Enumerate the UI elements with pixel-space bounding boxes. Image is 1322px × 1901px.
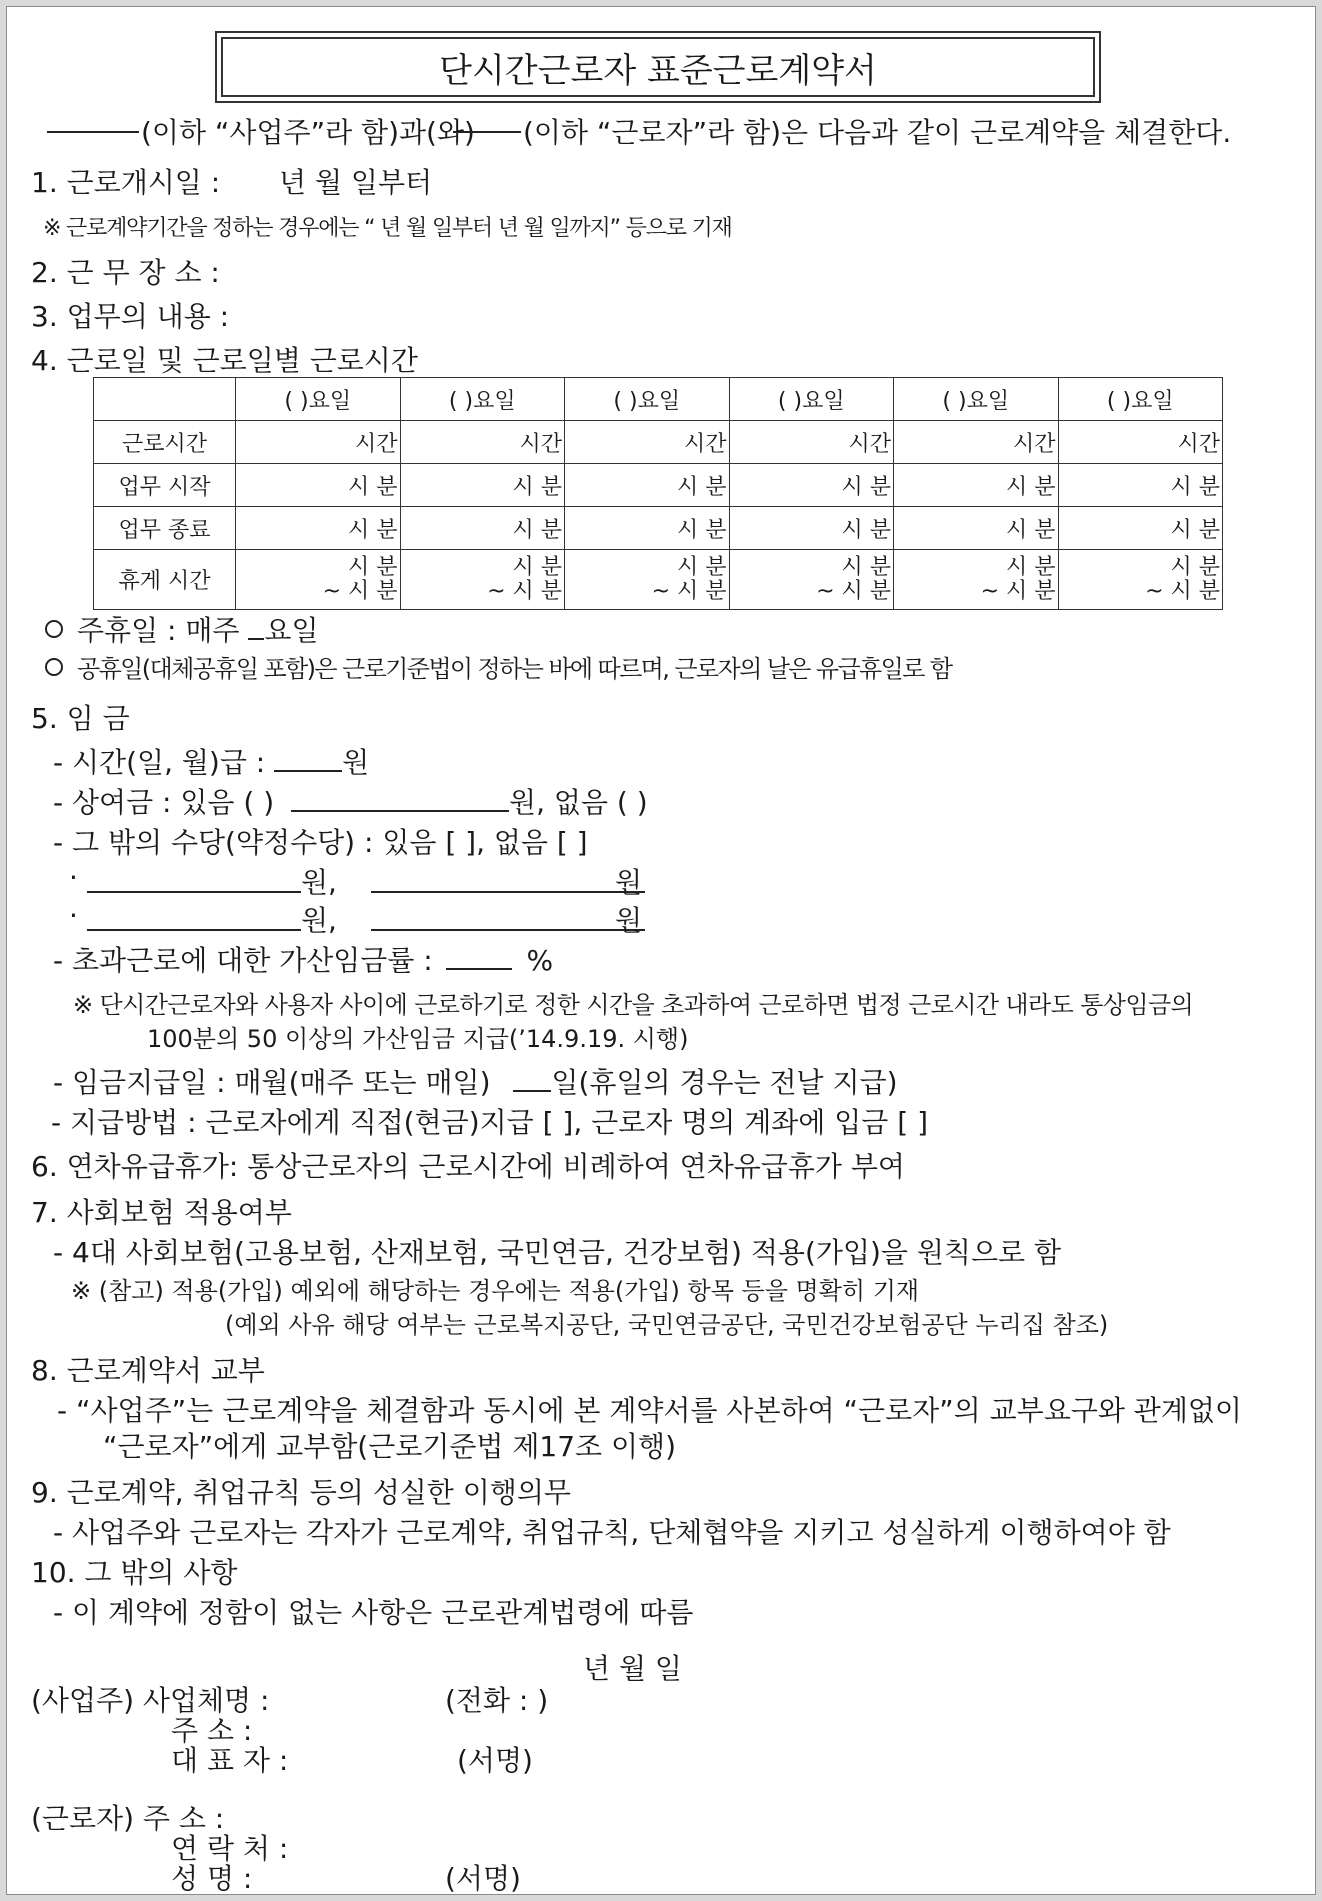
worker-name-blank: [453, 131, 521, 133]
employer-name-blank: [47, 131, 139, 133]
row-label-work-hours: 근로시간: [94, 421, 236, 464]
intro-part2: (이하 “근로자”라 함)은 다음과 같이 근로계약을 체결한다.: [523, 116, 1232, 149]
break-end: ~ 시 분: [816, 578, 891, 604]
table-header-row: [94, 378, 1223, 421]
s8-line-2: “근로자”에게 교부함(근로기준법 제17조 이행): [103, 1430, 677, 1463]
allowance-won: 원: [615, 904, 643, 937]
overtime-line: [53, 939, 553, 979]
table-cell: [729, 550, 894, 610]
s7-heading: 7. 사회보험 적용여부: [31, 1196, 292, 1229]
weekly-holiday-post: 요일: [264, 614, 319, 647]
overtime-rate-blank: [446, 946, 512, 970]
allowance-name-blank: [371, 929, 645, 931]
table-cell: 시간: [729, 421, 894, 464]
bonus-mid: 원, 없음 ( ): [509, 786, 648, 819]
table-cell: 시 분: [894, 464, 1059, 507]
employer-signature: (서명): [457, 1744, 533, 1777]
circle-bullet-icon: [45, 658, 63, 676]
employer-address: 주 소 :: [171, 1714, 253, 1747]
payday-line: [53, 1061, 898, 1101]
overtime-note-1: ※ 단시간근로자와 사용자 사이에 근로하기로 정한 시간을 초과하여 근로하면 법정 근로시간 내라도 통상임금의: [73, 991, 1194, 1019]
weekly-holiday-line: [45, 609, 319, 649]
worker-contact: 연 락 처 :: [171, 1832, 289, 1865]
allowance-bullet: ·: [69, 899, 78, 932]
table-cell: [894, 550, 1059, 610]
circle-bullet-icon: [45, 620, 63, 638]
s4-heading: 4. 근로일 및 근로일별 근로시간: [31, 344, 418, 377]
payday-blank: [513, 1068, 551, 1092]
break-start: 시 분: [841, 554, 891, 580]
allowance-name-blank: [371, 891, 645, 893]
bonus-pre: - 상여금 : 있음 ( ): [53, 786, 275, 819]
s10-line-1: - 이 계약에 정함이 없는 사항은 근로관계법령에 따름: [53, 1596, 694, 1629]
break-start: 시 분: [1170, 554, 1220, 580]
allowance-bullet: ·: [69, 861, 78, 894]
s1-heading: 1. 근로개시일 :: [31, 166, 221, 199]
table-corner-cell: [94, 378, 236, 421]
weekday-blank: [248, 616, 264, 640]
row-label-start: 업무 시작: [94, 464, 236, 507]
table-cell: 시간: [1058, 421, 1223, 464]
break-end: ~ 시 분: [322, 578, 398, 604]
break-end: ~ 시 분: [980, 578, 1056, 604]
row-label-end: 업무 종료: [94, 507, 236, 550]
hourly-wage-blank: [274, 748, 342, 772]
table-cell: [400, 550, 565, 610]
table-cell: 시 분: [894, 507, 1059, 550]
table-cell: 시 분: [400, 507, 565, 550]
worker-label: (근로자) 주 소 :: [31, 1802, 225, 1835]
s1-note: ※ 근로계약기간을 정하는 경우에는 “ 년 월 일부터 년 월 일까지” 등으로 기재: [43, 216, 732, 241]
break-start: 시 분: [348, 554, 398, 580]
allowance-name-blank: [87, 929, 301, 931]
weekly-holiday-pre: 주휴일 : 매주: [77, 614, 240, 647]
employer-label: (사업주) 사업체명 :: [31, 1684, 270, 1717]
table-cell: 시 분: [565, 507, 730, 550]
break-end: ~ 시 분: [651, 578, 727, 604]
table-cell: 시 분: [729, 507, 894, 550]
overtime-note-2: 100분의 50 이상의 가산임금 지급(’14.9.19. 시행): [147, 1025, 689, 1053]
bonus-line: [53, 781, 648, 821]
table-row: [94, 464, 1223, 507]
break-start: 시 분: [677, 554, 727, 580]
table-cell: 시 분: [565, 464, 730, 507]
day-header-cell: ( )요일: [565, 378, 730, 421]
table-cell: 시 분: [729, 464, 894, 507]
contract-page: [6, 6, 1316, 1895]
row-label-break: 휴게 시간: [94, 550, 236, 610]
s7-line-1: - 4대 사회보험(고용보험, 산재보험, 국민연금, 건강보험) 적용(가입)을 원칙으로 함: [53, 1236, 1062, 1269]
allowance-won: 원,: [301, 904, 337, 937]
table-cell: 시간: [565, 421, 730, 464]
payment-method-line: - 지급방법 : 근로자에게 직접(현금)지급 [ ], 근로자 명의 계좌에 입금 [ ]: [51, 1106, 928, 1139]
intro-part1: (이하 “사업주”라 함)과(와): [141, 116, 475, 149]
s6-heading: 6. 연차유급휴가: 통상근로자의 근로시간에 비례하여 연차유급휴가 부여: [31, 1150, 905, 1183]
table-cell: 시간: [894, 421, 1059, 464]
table-cell: 시 분: [1058, 507, 1223, 550]
day-header-cell: ( )요일: [1058, 378, 1223, 421]
worker-name: 성 명 :: [171, 1862, 253, 1895]
table-cell: [1058, 550, 1223, 610]
payday-post: 일(휴일의 경우는 전날 지급): [551, 1066, 898, 1099]
break-start: 시 분: [1006, 554, 1056, 580]
document-title: 단시간근로자 표준근로계약서: [221, 37, 1095, 97]
s9-line-1: - 사업주와 근로자는 각자가 근로계약, 취업규칙, 단체협약을 지키고 성실하게 이행하여야 함: [53, 1516, 1171, 1549]
allowance-won: 원: [615, 866, 643, 899]
employer-phone: (전화 : ): [445, 1684, 549, 1717]
overtime-post: %: [526, 944, 554, 977]
day-header-cell: ( )요일: [400, 378, 565, 421]
table-cell: [565, 550, 730, 610]
hourly-wage-line: [53, 741, 369, 781]
day-header-cell: ( )요일: [236, 378, 401, 421]
public-holiday-line: [45, 649, 951, 684]
overtime-pre: - 초과근로에 대한 가산임금률 :: [53, 944, 433, 977]
table-cell: 시간: [400, 421, 565, 464]
work-schedule-table: [93, 377, 1223, 610]
public-holiday-text: 공휴일(대체공휴일 포함)은 근로기준법이 정하는 바에 따르며, 근로자의 날은 유급휴일로 함: [77, 655, 952, 683]
worker-signature: (서명): [445, 1862, 521, 1895]
title-box: [215, 31, 1101, 103]
sign-date: 년 월 일: [583, 1652, 682, 1685]
table-cell: 시간: [236, 421, 401, 464]
s8-line-1: - “사업주”는 근로계약을 체결함과 동시에 본 계약서를 사본하여 “근로자”의 교부요구와 관계없이: [57, 1394, 1242, 1427]
s10-heading: 10. 그 밖의 사항: [31, 1556, 238, 1589]
s5-heading: 5. 임 금: [31, 702, 130, 735]
s1-date: 년 월 일부터: [279, 166, 433, 199]
s3-heading: 3. 업무의 내용 :: [31, 300, 230, 333]
day-header-cell: ( )요일: [894, 378, 1059, 421]
payday-pre: - 임금지급일 : 매월(매주 또는 매일): [53, 1066, 491, 1099]
s9-heading: 9. 근로계약, 취업규칙 등의 성실한 이행의무: [31, 1476, 571, 1509]
employer-rep: 대 표 자 :: [171, 1744, 289, 1777]
hourly-wage-post: 원: [342, 746, 370, 779]
table-row: [94, 507, 1223, 550]
break-end: ~ 시 분: [1145, 578, 1220, 604]
allowance-name-blank: [87, 891, 301, 893]
table-cell: 시 분: [236, 464, 401, 507]
s8-heading: 8. 근로계약서 교부: [31, 1354, 265, 1387]
break-start: 시 분: [512, 554, 562, 580]
table-cell: 시 분: [1058, 464, 1223, 507]
s7-note-1: ※ (참고) 적용(가입) 예외에 해당하는 경우에는 적용(가입) 항목 등을 명확히 기재: [71, 1277, 920, 1305]
allowance-line: - 그 밖의 수당(약정수당) : 있음 [ ], 없음 [ ]: [53, 826, 588, 859]
table-cell: 시 분: [400, 464, 565, 507]
table-row: [94, 550, 1223, 610]
s7-note-2: (예외 사유 해당 여부는 근로복지공단, 국민연금공단, 국민건강보험공단 누리집 참조): [225, 1311, 1109, 1339]
table-cell: [236, 550, 401, 610]
s2-heading: 2. 근 무 장 소 :: [31, 256, 220, 289]
bonus-blank: [291, 788, 509, 812]
table-cell: 시 분: [236, 507, 401, 550]
hourly-wage-pre: - 시간(일, 월)급 :: [53, 746, 266, 779]
break-end: ~ 시 분: [487, 578, 562, 604]
allowance-won: 원,: [301, 866, 337, 899]
day-header-cell: ( )요일: [729, 378, 894, 421]
table-row: [94, 421, 1223, 464]
